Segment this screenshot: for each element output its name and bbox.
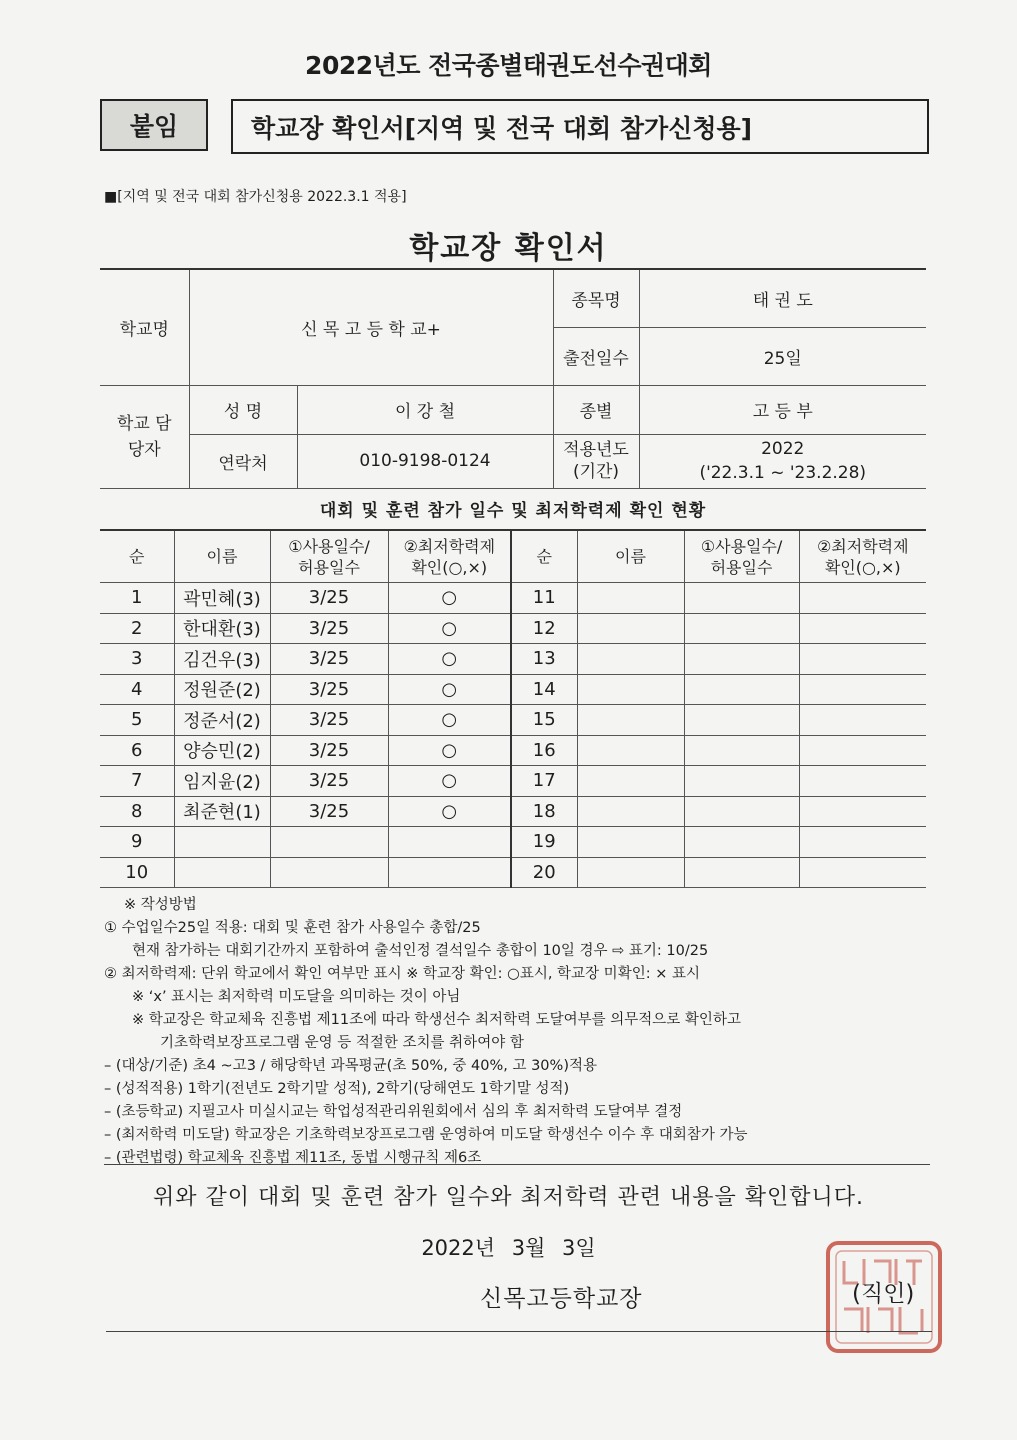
cell-left-no: 1: [100, 583, 174, 614]
table-row: [100, 827, 926, 858]
header-no: 순: [100, 530, 174, 583]
detail-3: – (초등학교) 지필고사 미실시교는 학업성적관리위원회에서 심의 후 최저학력 도달여부 결정: [104, 1104, 683, 1120]
cell-right-no: 11: [511, 583, 577, 614]
note-2c: 기초학력보장프로그램 운영 등 적절한 조치를 취하여야 함: [160, 1035, 524, 1051]
cell-left-days: 3/25: [270, 796, 388, 827]
cell-right-days: [684, 766, 799, 797]
cell-right-no: 16: [511, 735, 577, 766]
table-row: [100, 583, 926, 614]
cell-left-name: [174, 857, 270, 888]
cell-left-no: 5: [100, 705, 174, 736]
division-label: 종별: [553, 385, 639, 434]
participation-table: [100, 529, 926, 888]
name-value: 이 강 철: [297, 385, 553, 434]
school-info-table: [100, 268, 926, 489]
cell-right-no: 20: [511, 857, 577, 888]
table-row: [100, 857, 926, 888]
table-row: [100, 705, 926, 736]
year-period: ('22.3.1 ~ '23.2.28): [699, 463, 867, 483]
year-value: [639, 434, 926, 488]
contact-value: 010-9198-0124: [297, 434, 553, 488]
name-label: 성 명: [189, 385, 297, 434]
header-name: 이름: [174, 530, 270, 583]
section-title: 대회 및 훈련 참가 일수 및 최저학력제 확인 현황: [319, 501, 707, 521]
detail-4: – (최저학력 미도달) 학교장은 기초학력보장프로그램 운영하여 미도달 학생선수 이수 후 대회참가 가능: [104, 1127, 748, 1143]
cell-right-name: [577, 827, 684, 858]
detail-1: – (대상/기준) 초4 ~고3 / 해당학년 과목평균(초 50%, 중 40%, 고 30%)적용: [104, 1058, 597, 1074]
bottom-divider: [106, 1331, 932, 1332]
cell-left-check: ○: [388, 766, 511, 797]
cell-right-no: 17: [511, 766, 577, 797]
cell-right-name: [577, 766, 684, 797]
cell-right-days: [684, 796, 799, 827]
cell-left-no: 7: [100, 766, 174, 797]
days-label: 출전일수: [553, 327, 639, 385]
manager-label-text: 학교 담당자: [116, 413, 172, 460]
cell-left-no: 2: [100, 613, 174, 644]
cell-left-check: ○: [388, 674, 511, 705]
cell-right-days: [684, 613, 799, 644]
cell-right-days: [684, 857, 799, 888]
division-value: 고 등 부: [639, 385, 926, 434]
document-title: 학교장 확인서[지역 및 전국 대회 참가신청용]: [231, 99, 929, 154]
cell-right-check: [799, 827, 926, 858]
header-no-right: 순: [511, 530, 577, 583]
cell-right-check: [799, 735, 926, 766]
cell-left-name: 정준서(2): [174, 705, 270, 736]
cell-left-days: 3/25: [270, 766, 388, 797]
table-row: [100, 644, 926, 675]
writing-instructions: [104, 894, 934, 1170]
cell-left-check: [388, 857, 511, 888]
cell-left-no: 10: [100, 857, 174, 888]
cell-right-no: 14: [511, 674, 577, 705]
cell-left-no: 3: [100, 644, 174, 675]
cell-right-name: [577, 644, 684, 675]
cell-left-check: [388, 827, 511, 858]
table-row: [100, 735, 926, 766]
cell-left-check: ○: [388, 735, 511, 766]
year-label-line2: (기간): [572, 462, 620, 482]
cell-left-name: 곽민혜(3): [174, 583, 270, 614]
cell-left-days: 3/25: [270, 735, 388, 766]
cell-left-no: 4: [100, 674, 174, 705]
header-check-line2: 확인(○,×): [411, 557, 488, 577]
cell-left-days: 3/25: [270, 705, 388, 736]
cell-right-no: 13: [511, 644, 577, 675]
cell-right-days: [684, 583, 799, 614]
cell-right-name: [577, 796, 684, 827]
cell-left-name: 최준현(1): [174, 796, 270, 827]
header-name-right: 이름: [577, 530, 684, 583]
cell-right-check: [799, 674, 926, 705]
header-check: [388, 530, 511, 583]
year-value-line1: 2022: [761, 439, 805, 459]
cell-right-check: [799, 705, 926, 736]
sport-value: 태 권 도: [639, 269, 926, 327]
cell-left-name: 김건우(3): [174, 644, 270, 675]
confirmation-statement: 위와 같이 대회 및 훈련 참가 일수와 최저학력 관련 내용을 확인합니다.: [153, 1185, 864, 1210]
header-days-right-line1: ①사용일수/: [700, 536, 783, 556]
table-row: [100, 766, 926, 797]
cell-left-check: ○: [388, 613, 511, 644]
cell-right-days: [684, 674, 799, 705]
note-1b: 현재 참가하는 대회기간까지 포함하여 출석인정 결석일수 총합이 10일 경우 ⇨ 표기: 10/25: [132, 943, 709, 959]
cell-left-no: 9: [100, 827, 174, 858]
cell-left-name: [174, 827, 270, 858]
year-label-line1: 적용년도: [563, 440, 629, 460]
cell-left-days: 3/25: [270, 613, 388, 644]
cell-right-name: [577, 735, 684, 766]
table-body: [100, 583, 926, 888]
note-2a: ※ ‘x’ 표시는 최저학력 미도달을 의미하는 것이 아님: [132, 989, 461, 1005]
cell-left-days: [270, 827, 388, 858]
header-check-right: [799, 530, 926, 583]
detail-2: – (성적적용) 1학기(전년도 2학기말 성적), 2학기(당해연도 1학기말 성적): [104, 1081, 570, 1097]
school-name-label: 학교명: [100, 269, 189, 385]
cell-left-days: 3/25: [270, 674, 388, 705]
cell-left-name: 임지윤(2): [174, 766, 270, 797]
cell-right-check: [799, 583, 926, 614]
cell-left-no: 6: [100, 735, 174, 766]
cell-right-name: [577, 857, 684, 888]
cell-left-check: ○: [388, 644, 511, 675]
cell-left-name: 한대환(3): [174, 613, 270, 644]
header-check-right-line2: 확인(○,×): [824, 557, 901, 577]
notes-heading: ※ 작성방법: [124, 897, 197, 913]
note-1: ① 수업일수25일 적용: 대회 및 훈련 참가 사용일수 총합/25: [104, 920, 481, 936]
issue-date: 2022년 3월 3일: [421, 1236, 596, 1260]
cell-left-days: [270, 857, 388, 888]
cell-right-name: [577, 583, 684, 614]
cell-right-no: 12: [511, 613, 577, 644]
cell-right-days: [684, 735, 799, 766]
cell-left-days: 3/25: [270, 583, 388, 614]
form-title: 학교장 확인서: [409, 231, 608, 266]
cell-right-no: 15: [511, 705, 577, 736]
cell-right-no: 19: [511, 827, 577, 858]
cell-right-check: [799, 644, 926, 675]
cell-right-days: [684, 644, 799, 675]
principal-name: 신목고등학교장: [480, 1286, 643, 1312]
header-check-line1: ②최저학력제: [403, 536, 496, 556]
contact-label: 연락처: [189, 434, 297, 488]
header-days: [270, 530, 388, 583]
header-days-line2: 허용일수: [298, 557, 360, 577]
event-title: 2022년도 전국종별태권도선수권대회: [305, 51, 712, 80]
cell-right-name: [577, 674, 684, 705]
cell-left-name: 양승민(2): [174, 735, 270, 766]
cell-left-name: 정원준(2): [174, 674, 270, 705]
cell-right-name: [577, 705, 684, 736]
cell-right-check: [799, 857, 926, 888]
cell-right-check: [799, 766, 926, 797]
attachment-label: 붙임: [100, 99, 208, 151]
table-header-row: [100, 530, 926, 583]
note-2: ② 최저학력제: 단위 학교에서 확인 여부만 표시 ※ 학교장 확인: ○표시, 학교장 미확인: × 표시: [104, 966, 700, 982]
manager-label: [100, 385, 189, 488]
sport-label: 종목명: [553, 269, 639, 327]
cell-left-days: 3/25: [270, 644, 388, 675]
header-days-right-line2: 허용일수: [710, 557, 773, 577]
cell-right-check: [799, 796, 926, 827]
school-name: 신 목 고 등 학 교+: [189, 269, 553, 385]
seal-label: (직인): [852, 1281, 915, 1307]
cell-right-check: [799, 613, 926, 644]
cell-right-days: [684, 827, 799, 858]
header-days-line1: ①사용일수/: [288, 536, 370, 556]
note-2b: ※ 학교장은 학교체육 진흥법 제11조에 따라 학생선수 최저학력 도달여부를 의무적으로 확인하고: [132, 1012, 741, 1028]
table-row: [100, 674, 926, 705]
cell-right-name: [577, 613, 684, 644]
table-row: [100, 796, 926, 827]
cell-left-check: ○: [388, 796, 511, 827]
header-check-right-line1: ②최저학력제: [816, 536, 909, 556]
notes-divider: [104, 1164, 930, 1165]
cell-left-check: ○: [388, 583, 511, 614]
days-value: 25일: [639, 327, 926, 385]
year-label: [553, 434, 639, 488]
header-days-right: [684, 530, 799, 583]
top-note: ■[지역 및 전국 대회 참가신청용 2022.3.1 적용]: [104, 189, 407, 205]
cell-left-check: ○: [388, 705, 511, 736]
cell-right-days: [684, 705, 799, 736]
cell-left-no: 8: [100, 796, 174, 827]
table-row: [100, 613, 926, 644]
cell-right-no: 18: [511, 796, 577, 827]
detail-5: – (관련법령) 학교체육 진흥법 제11조, 동법 시행규칙 제6조: [104, 1150, 482, 1166]
